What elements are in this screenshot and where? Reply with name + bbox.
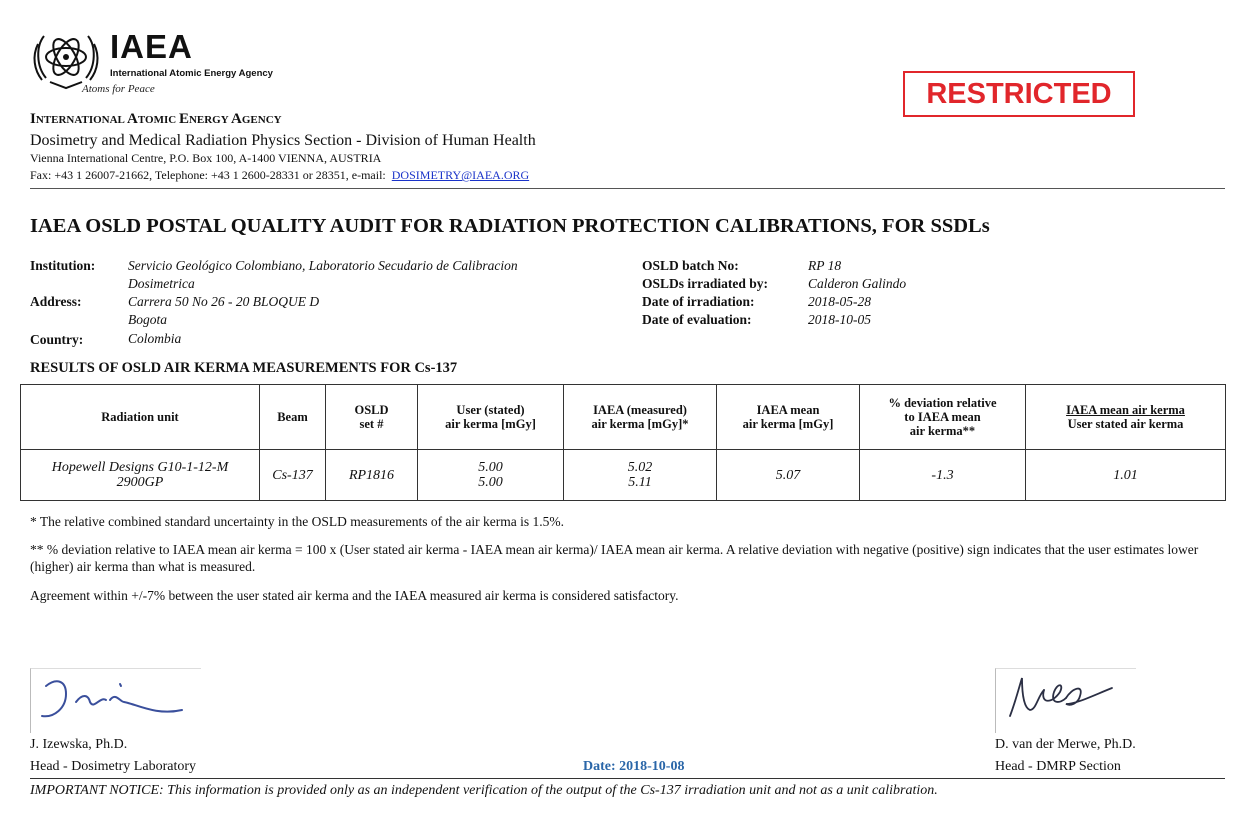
cell-ratio: 1.01 xyxy=(1026,450,1226,501)
right-signer-name: D. van der Merwe, Ph.D. xyxy=(995,737,1136,752)
atom-logo-icon xyxy=(30,22,102,92)
org-text: NERGY xyxy=(188,114,232,126)
country-label: Country: xyxy=(30,332,84,347)
contact-line xyxy=(30,168,529,183)
org-letter: I xyxy=(30,111,36,127)
org-letter: A xyxy=(231,111,242,127)
section-name: Dosimetry and Medical Radiation Physics Section - Division of Human Health xyxy=(30,132,536,149)
table-header-row xyxy=(21,385,1226,450)
restricted-stamp: RESTRICTED xyxy=(903,71,1135,117)
header-deviation: % deviation relative to IAEA mean air kerma** xyxy=(860,385,1026,450)
table-row xyxy=(21,450,1226,501)
header-divider xyxy=(30,188,1225,189)
results-table xyxy=(20,384,1226,501)
org-letter: A xyxy=(127,111,138,127)
org-letter: E xyxy=(178,111,189,127)
header-iaea-mean: IAEA mean air kerma [mGy] xyxy=(717,385,860,450)
address-value-line2: Bogota xyxy=(128,312,167,327)
email-link[interactable]: DOSIMETRY@IAEA.ORG xyxy=(391,168,530,182)
deviation-definition-note: ** % deviation relative to IAEA mean air kerma = 100 x (User stated air kerma - IAEA mean air kerma)/ IAEA mean air kerma. A relative deviation with negative (positive) sign indicates that the user estimates lower (higher) air kerma than what is measured. xyxy=(30,542,1199,574)
institution-value-line1: Servicio Geológico Colombiano, Laboratorio Secudario de Calibracion xyxy=(128,258,518,273)
document-title: IAEA OSLD POSTAL QUALITY AUDIT FOR RADIATION PROTECTION CALIBRATIONS, FOR SSDLs xyxy=(30,215,990,237)
header-osld-set: OSLD set # xyxy=(326,385,418,450)
header-iaea-measured: IAEA (measured) air kerma [mGy]* xyxy=(564,385,717,450)
country-value: Colombia xyxy=(128,331,182,346)
irradiation-date-value: 2018-05-28 xyxy=(808,294,871,309)
irradiated-by-value: Calderon Galindo xyxy=(808,276,907,291)
organization-name xyxy=(30,111,282,128)
header-beam: Beam xyxy=(260,385,326,450)
cell-user-stated: 5.00 5.00 xyxy=(418,450,564,501)
cell-deviation: -1.3 xyxy=(860,450,1026,501)
cell-osld-set: RP1816 xyxy=(326,450,418,501)
institution-value-line2: Dosimetrica xyxy=(128,276,195,291)
uncertainty-note: * The relative combined standard uncertainty in the OSLD measurements of the air kerma is 1.5%. xyxy=(30,514,564,529)
batch-label: OSLD batch No: xyxy=(642,258,739,273)
cell-iaea-mean: 5.07 xyxy=(717,450,860,501)
footer-divider xyxy=(30,778,1225,779)
right-signature-icon xyxy=(1000,670,1130,730)
address-value-line1: Carrera 50 No 26 - 20 BLOQUE D xyxy=(128,294,320,309)
cell-iaea-measured: 5.02 5.11 xyxy=(564,450,717,501)
org-text: NTERNATIONAL xyxy=(35,114,128,126)
agreement-note: Agreement within +/-7% between the user stated air kerma and the IAEA measured air kerma is considered satisfactory. xyxy=(30,588,679,603)
header-radiation-unit: Radiation unit xyxy=(21,385,260,450)
org-text: TOMIC xyxy=(137,114,179,126)
irradiated-by-label: OSLDs irradiated by: xyxy=(642,276,769,291)
issue-date: Date: 2018-10-08 xyxy=(583,759,685,774)
address-label: Address: xyxy=(30,294,82,309)
important-notice: IMPORTANT NOTICE: This information is provided only as an independent verification of the output of the Cs-137 irradiation unit and not as a unit calibration. xyxy=(30,783,938,798)
logo-subtitle: International Atomic Energy Agency xyxy=(110,68,273,79)
left-signature-icon xyxy=(36,672,186,728)
institution-label: Institution: xyxy=(30,258,96,273)
left-signer-title: Head - Dosimetry Laboratory xyxy=(30,759,196,774)
contact-text: Fax: +43 1 26007-21662, Telephone: +43 1 2600-28331 or 28351, e-mail: xyxy=(30,168,386,182)
right-signer-title: Head - DMRP Section xyxy=(995,759,1121,774)
header-ratio: IAEA mean air kerma User stated air kerma xyxy=(1026,385,1226,450)
cell-radiation-unit: Hopewell Designs G10-1-12-M 2900GP xyxy=(21,450,260,501)
iaea-logo xyxy=(30,22,300,102)
results-heading: RESULTS OF OSLD AIR KERMA MEASUREMENTS FOR Cs-137 xyxy=(30,360,458,376)
org-text: GENCY xyxy=(241,114,282,126)
batch-value: RP 18 xyxy=(808,258,842,273)
org-address: Vienna International Centre, P.O. Box 100, A-1400 VIENNA, AUSTRIA xyxy=(30,151,382,165)
logo-text: IAEA xyxy=(110,28,193,65)
logo-tagline: Atoms for Peace xyxy=(82,83,155,95)
left-signer-name: J. Izewska, Ph.D. xyxy=(30,737,128,752)
evaluation-date-value: 2018-10-05 xyxy=(808,312,871,327)
evaluation-date-label: Date of evaluation: xyxy=(642,312,752,327)
cell-beam: Cs-137 xyxy=(260,450,326,501)
irradiation-date-label: Date of irradiation: xyxy=(642,294,755,309)
header-user-stated: User (stated) air kerma [mGy] xyxy=(418,385,564,450)
